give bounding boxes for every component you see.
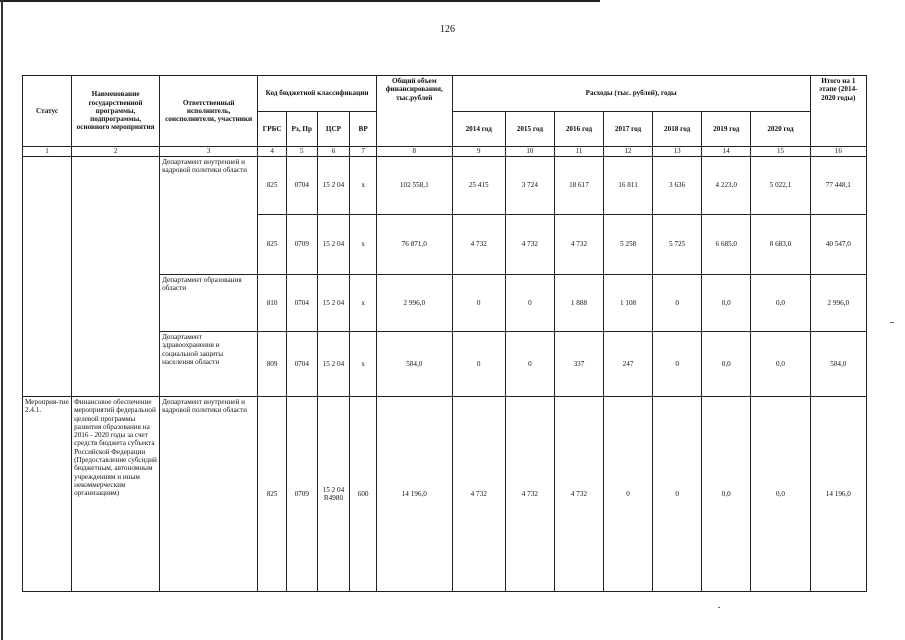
year-2019-cell: 0,0 — [702, 275, 751, 332]
column-number: 11 — [554, 147, 603, 157]
column-number: 7 — [350, 147, 377, 157]
column-number: 12 — [604, 147, 653, 157]
year-2020-cell: 8 683,0 — [751, 215, 810, 275]
header-csr: ЦСР — [317, 112, 350, 147]
status-cell: Мероприя-тие 2.4.1. — [23, 397, 72, 592]
year-2015-cell: 0 — [505, 275, 554, 332]
year-2016-cell: 18 617 — [554, 157, 603, 215]
year-2020-cell: 0,0 — [751, 275, 810, 332]
header-year-2017: 2017 год — [604, 112, 653, 147]
column-number: 6 — [317, 147, 350, 157]
executor-cell: Департамент внутренней и кадровой политики области — [160, 157, 258, 275]
csr-line-1: 15 2 04 — [322, 485, 345, 494]
grbs-cell: 825 — [258, 157, 287, 215]
year-2016-cell: 1 888 — [554, 275, 603, 332]
year-2017-cell: 247 — [604, 332, 653, 397]
year-2019-cell: 0,0 — [702, 397, 751, 592]
executor-cell: Департамент внутренней и кадровой политики области — [160, 397, 258, 592]
grbs-cell: 810 — [258, 275, 287, 332]
year-2018-cell: 0 — [653, 397, 702, 592]
scan-artifact — [718, 607, 720, 608]
vr-cell: х — [350, 157, 377, 215]
column-number: 8 — [376, 147, 452, 157]
year-2017-cell: 16 811 — [604, 157, 653, 215]
csr-cell: 15 2 04 — [317, 215, 350, 275]
total-cell: 2 996,0 — [376, 275, 452, 332]
header-year-2018: 2018 год — [653, 112, 702, 147]
year-2014-cell: 0 — [452, 275, 505, 332]
rzpr-cell: 0704 — [286, 275, 317, 332]
year-2018-cell: 5 725 — [653, 215, 702, 275]
executor-cell: Департамент образования области — [160, 275, 258, 332]
header-year-2019: 2019 год — [702, 112, 751, 147]
year-2015-cell: 0 — [505, 332, 554, 397]
csr-cell: 15 2 04 — [317, 157, 350, 215]
year-2015-cell: 4 732 — [505, 215, 554, 275]
stage-total-cell: 2 996,0 — [810, 275, 866, 332]
grbs-cell: 825 — [258, 215, 287, 275]
year-2014-cell: 25 415 — [452, 157, 505, 215]
csr-cell — [317, 397, 350, 592]
header-year-2016: 2016 год — [554, 112, 603, 147]
header-budget-code: Код бюджетной классификации — [258, 76, 377, 112]
scan-edge-left — [1, 0, 3, 640]
year-2019-cell: 0,0 — [702, 332, 751, 397]
year-2016-cell: 4 732 — [554, 397, 603, 592]
grbs-cell: 825 — [258, 397, 287, 592]
table-row — [23, 397, 867, 592]
csr-cell: 15 2 04 — [317, 332, 350, 397]
header-rzpr: Рз, Пр — [286, 112, 317, 147]
header-vr: ВР — [350, 112, 377, 147]
stage-total-cell: 77 448,1 — [810, 157, 866, 215]
header-row-1 — [23, 76, 867, 112]
rzpr-cell: 0709 — [286, 215, 317, 275]
year-2017-cell: 1 108 — [604, 275, 653, 332]
header-program-name: Наименование государственной программы, подпрограммы, основного мероприятия — [72, 76, 160, 147]
column-number: 5 — [286, 147, 317, 157]
year-2014-cell: 4 732 — [452, 397, 505, 592]
year-2018-cell: 0 — [653, 332, 702, 397]
column-number: 16 — [810, 147, 866, 157]
header-grbs: ГРБС — [258, 112, 287, 147]
page-number: 126 — [440, 24, 455, 35]
year-2015-cell: 4 732 — [505, 397, 554, 592]
total-cell: 76 871,0 — [376, 215, 452, 275]
vr-cell: х — [350, 332, 377, 397]
table-row — [23, 157, 867, 215]
stage-total-cell: 40 547,0 — [810, 215, 866, 275]
header-expenses: Расходы (тыс. рублей), годы — [452, 76, 810, 112]
header-total-stage: Итого на 1 этапе (2014-2020 годы) — [810, 76, 866, 147]
year-2014-cell: 0 — [452, 332, 505, 397]
program-cell-empty — [72, 157, 160, 397]
column-number: 15 — [751, 147, 810, 157]
year-2016-cell: 4 732 — [554, 215, 603, 275]
column-number: 9 — [452, 147, 505, 157]
stage-total-cell: 584,0 — [810, 332, 866, 397]
year-2017-cell: 5 258 — [604, 215, 653, 275]
column-number: 1 — [23, 147, 72, 157]
year-2014-cell: 4 732 — [452, 215, 505, 275]
header-year-2014: 2014 год — [452, 112, 505, 147]
year-2017-cell: 0 — [604, 397, 653, 592]
year-2020-cell: 5 022,1 — [751, 157, 810, 215]
csr-cell: 15 2 04 — [317, 275, 350, 332]
column-number: 14 — [702, 147, 751, 157]
scan-artifact — [890, 322, 894, 323]
year-2015-cell: 3 724 — [505, 157, 554, 215]
year-2019-cell: 4 223,0 — [702, 157, 751, 215]
budget-table — [22, 75, 867, 592]
total-cell: 14 196,0 — [376, 397, 452, 592]
csr-line-2: R4980 — [323, 494, 344, 502]
header-status: Статус — [23, 76, 72, 147]
year-2019-cell: 6 685,0 — [702, 215, 751, 275]
column-number: 4 — [258, 147, 287, 157]
rzpr-cell: 0704 — [286, 157, 317, 215]
vr-cell: 600 — [350, 397, 377, 592]
status-cell-empty — [23, 157, 72, 397]
column-number: 2 — [72, 147, 160, 157]
stage-total-cell: 14 196,0 — [810, 397, 866, 592]
rzpr-cell: 0704 — [286, 332, 317, 397]
grbs-cell: 809 — [258, 332, 287, 397]
executor-cell: Департамент здравоохранения и социальной защиты населения области — [160, 332, 258, 397]
total-cell: 584,0 — [376, 332, 452, 397]
column-number: 13 — [653, 147, 702, 157]
program-cell: Финансовое обеспечение мероприятий федеральной целевой программы развития образования на 2016 - 2020 годы за счет средств бюджета субъекта Российской Федерации (Предоставление субсидий бюджетным, автономным учреждениям и иным некоммерческим организациям) — [72, 397, 160, 592]
total-cell: 102 558,1 — [376, 157, 452, 215]
year-2016-cell: 337 — [554, 332, 603, 397]
vr-cell: х — [350, 275, 377, 332]
column-number-row — [23, 147, 867, 157]
year-2018-cell: 3 636 — [653, 157, 702, 215]
header-year-2015: 2015 год — [505, 112, 554, 147]
scan-edge-top — [0, 0, 600, 2]
header-year-2020: 2020 год — [751, 112, 810, 147]
rzpr-cell: 0709 — [286, 397, 317, 592]
year-2020-cell: 0,0 — [751, 332, 810, 397]
vr-cell: х — [350, 215, 377, 275]
year-2020-cell: 0,0 — [751, 397, 810, 592]
header-total-volume: Общий объем финансирования, тыс.рублей — [376, 76, 452, 147]
header-executor: Ответственный исполнитель, соисполнители, участники — [160, 76, 258, 147]
column-number: 3 — [160, 147, 258, 157]
column-number: 10 — [505, 147, 554, 157]
year-2018-cell: 0 — [653, 275, 702, 332]
